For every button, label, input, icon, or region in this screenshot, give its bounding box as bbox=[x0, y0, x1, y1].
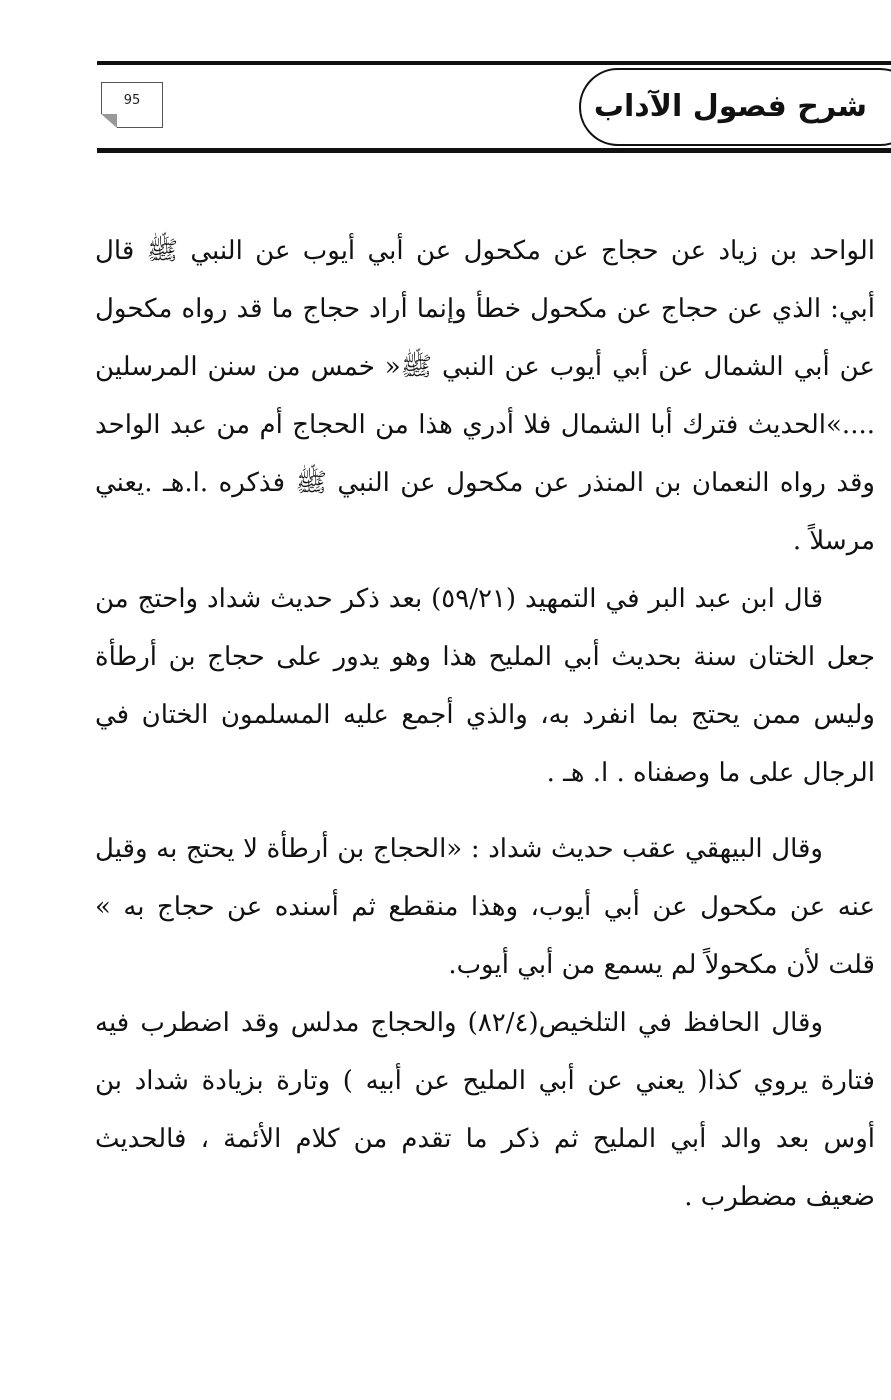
page-number: 95 bbox=[123, 93, 141, 108]
page-body bbox=[95, 222, 875, 1226]
paragraph-continuation: الواحد بن زياد عن حجاج عن مكحول عن أبي أيوب عن النبي ﷺ قال أبي: الذي عن حجاج عن مكحول خطأ وإنما أراد حجاج ما قد رواه مكحول عن أبي الشمال عن أبي أيوب عن النبي ﷺ« خمس من سنن المرسلين ....»الحديث فترك أبا الشمال فلا أدري هذا من الحجاج أم من عبد الواحد وقد رواه النعمان بن المنذر عن مكحول عن النبي ﷺ فذكره .ا.هـ .يعني مرسلاً . bbox=[95, 236, 875, 556]
page-curl-icon bbox=[101, 114, 117, 128]
book-title: شرح فصول الآداب bbox=[593, 89, 867, 124]
paragraph-ibn-abd-al-barr: قال ابن عبد البر في التمهيد (٥٩/٢١) بعد ذكر حديث شداد واحتج من جعل الختان سنة بحديث أبي المليح هذا وهو يدور على حجاج بن أرطأة وليس ممن يحتج بما انفرد به، والذي أجمع عليه المسلمون الختان في الرجال على ما وصفناه . ا. هـ . bbox=[95, 584, 875, 788]
paragraph-bayhaqi: وقال البيهقي عقب حديث شداد : «الحجاج بن أرطأة لا يحتج به وقيل عنه عن مكحول عن أبي أيوب، وهذا منقطع ثم أسنده عن حجاج به » قلت لأن مكحولاً لم يسمع من أبي أيوب. bbox=[95, 834, 875, 980]
paragraph-hafiz-talkhis: وقال الحافظ في التلخيص(٨٢/٤) والحجاج مدلس وقد اضطرب فيه فتارة يروي كذا( يعني عن أبي المليح عن أبيه ) وتارة بزيادة شداد بن أوس بعد والد أبي المليح ثم ذكر ما تقدم من كلام الأئمة ، فالحديث ضعيف مضطرب . bbox=[95, 1008, 875, 1212]
header-bottom-rule bbox=[97, 148, 891, 153]
page-number-badge bbox=[101, 82, 163, 128]
header-top-rule bbox=[97, 61, 891, 65]
